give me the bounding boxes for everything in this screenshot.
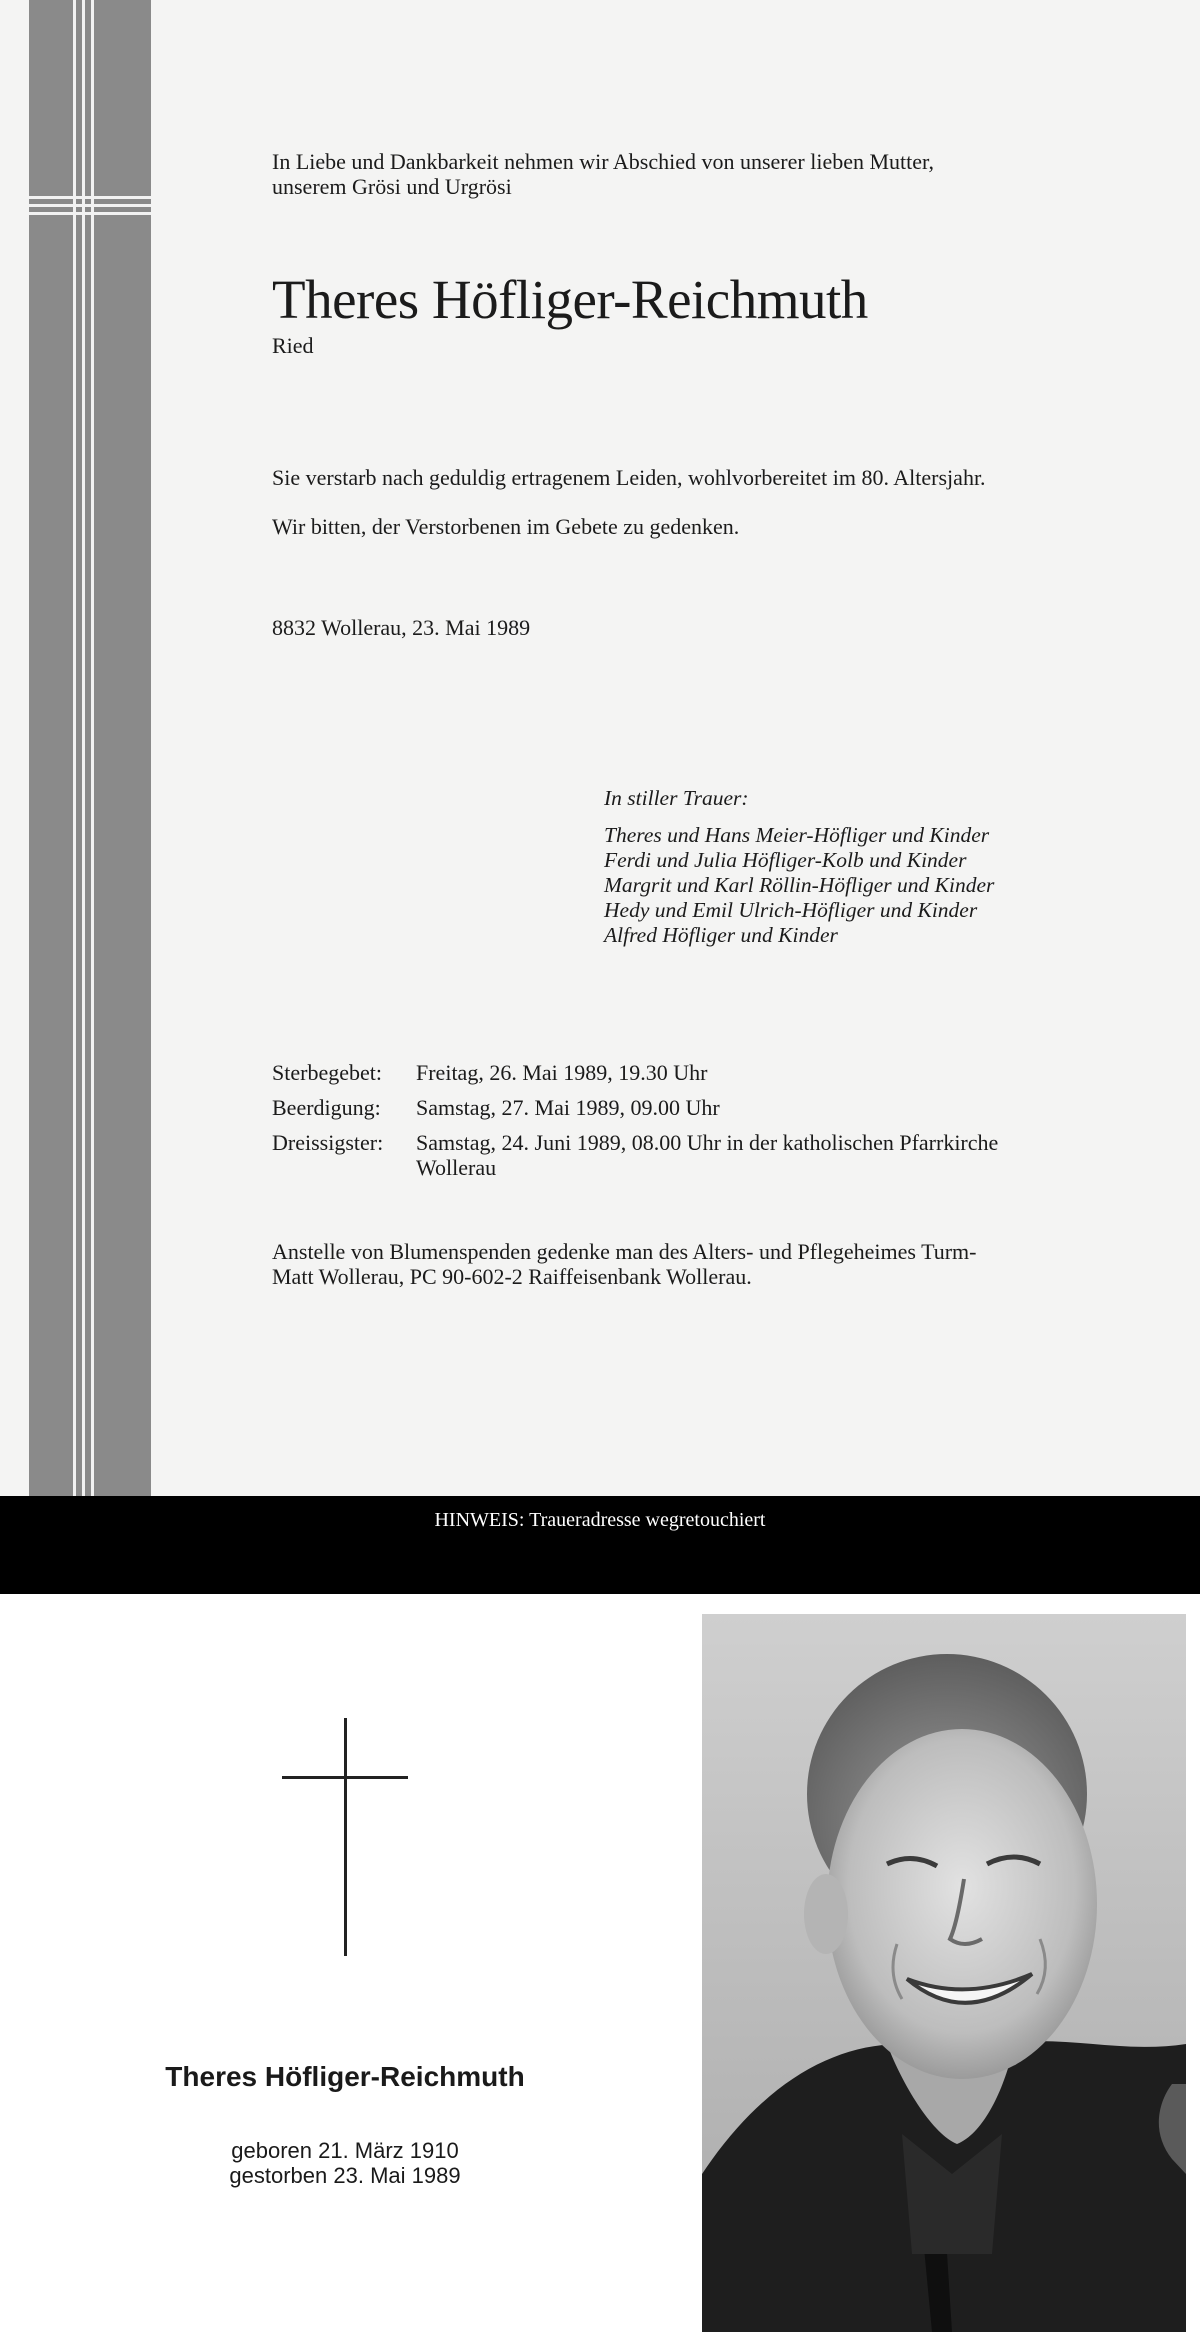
band-line: [29, 196, 151, 199]
deceased-place: Ried: [272, 333, 314, 358]
donation-line: Anstelle von Blumenspenden gedenke man des Alters- und Pflegeheimes Turm-: [272, 1239, 977, 1264]
schedule-label: Beerdigung:: [272, 1095, 381, 1120]
hint-text: HINWEIS: Traueradresse wegretouchiert: [434, 1509, 766, 1531]
cross-icon: [344, 1718, 347, 1956]
schedule-row: [272, 1130, 1072, 1180]
schedule-value: Freitag, 26. Mai 1989, 19.30 Uhr: [416, 1060, 708, 1085]
mourner-item: Margrit und Karl Röllin-Höfliger und Kinder: [604, 873, 995, 897]
mourner-item: Hedy und Emil Ulrich-Höfliger und Kinder: [604, 898, 978, 922]
birth-date: geboren 21. März 1910: [231, 2138, 459, 2163]
death-date: gestorben 23. Mai 1989: [229, 2163, 461, 2188]
mourner-item: Theres und Hans Meier-Höfliger und Kinder: [604, 823, 990, 847]
life-dates: [100, 2138, 590, 2188]
decorative-band: [29, 0, 151, 1496]
schedule-label: Sterbegebet:: [272, 1060, 382, 1085]
card-name: Theres Höfliger-Reichmuth: [165, 2061, 525, 2092]
schedule-value: Samstag, 27. Mai 1989, 09.00 Uhr: [416, 1095, 720, 1120]
schedule-row: [272, 1095, 1072, 1120]
prayer-request: Wir bitten, der Verstorbenen im Gebete zu gedenken.: [272, 514, 740, 539]
hint-bar: [0, 1496, 1200, 1594]
band-line: [29, 204, 151, 207]
schedule-value: Samstag, 24. Juni 1989, 08.00 Uhr in der katholischen Pfarrkirche Wollerau: [416, 1130, 999, 1180]
service-schedule: [272, 1060, 1072, 1190]
intro-line: In Liebe und Dankbarkeit nehmen wir Abschied von unserer lieben Mutter,: [272, 149, 934, 174]
band-line: [82, 0, 85, 1496]
intro-text: [272, 149, 1064, 199]
schedule-label: Dreissigster:: [272, 1130, 384, 1155]
schedule-row: [272, 1060, 1072, 1085]
intro-line: unserem Grösi und Urgrösi: [272, 174, 512, 199]
mourners-list: [604, 786, 994, 948]
deceased-name: Theres Höfliger-Reichmuth: [272, 269, 868, 330]
mourner-item: Ferdi und Julia Höfliger-Kolb und Kinder: [604, 848, 967, 872]
location-date: 8832 Wollerau, 23. Mai 1989: [272, 615, 531, 640]
band-line: [91, 0, 94, 1496]
cross-icon-bar: [282, 1776, 408, 1779]
mourners-heading: In stiller Trauer:: [604, 786, 749, 810]
donation-line: Matt Wollerau, PC 90-602-2 Raiffeisenbank Wollerau.: [272, 1264, 752, 1289]
portrait-photo: [702, 1614, 1186, 2332]
death-statement: Sie verstarb nach geduldig ertragenem Leiden, wohlvorbereitet im 80. Altersjahr.: [272, 465, 986, 490]
portrait-image: [702, 1614, 1186, 2332]
band-line: [73, 0, 76, 1496]
band-line: [29, 212, 151, 215]
donation-note: [272, 1239, 1054, 1289]
mourner-item: Alfred Höfliger und Kinder: [604, 923, 838, 947]
